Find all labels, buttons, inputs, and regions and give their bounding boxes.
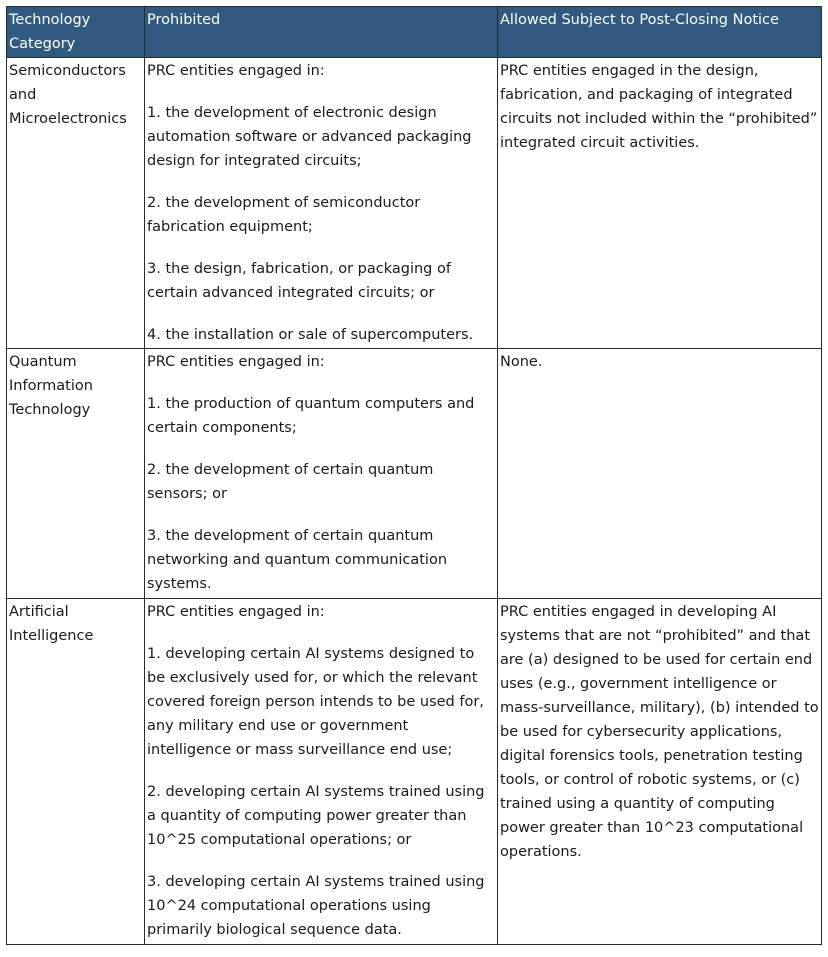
- category-cell: Quantum Information Technology: [7, 349, 145, 599]
- header-technology-category: Technology Category: [7, 7, 145, 58]
- header-allowed: Allowed Subject to Post-Closing Notice: [498, 7, 822, 58]
- prohibited-cell: [145, 58, 498, 349]
- category-cell: Artificial Intelligence: [7, 599, 145, 945]
- prohibited-item: 2. developing certain AI systems trained using a quantity of computing power greater than 10^25 computational operations; or: [147, 784, 485, 848]
- prohibited-item: 2. the development of semiconductor fabrication equipment;: [147, 195, 421, 235]
- category-cell: Semiconductors and Microelectronics: [7, 58, 145, 349]
- prohibited-intro: PRC entities engaged in:: [147, 63, 325, 79]
- prohibited-item: 3. the development of certain quantum networking and quantum communication systems.: [147, 528, 448, 592]
- header-row: [7, 7, 822, 58]
- header-prohibited: Prohibited: [145, 7, 498, 58]
- prohibited-item: 1. the production of quantum computers and certain components;: [147, 396, 475, 436]
- table-row: [7, 349, 822, 599]
- table-row: [7, 599, 822, 945]
- prohibited-item: 3. the design, fabrication, or packaging of certain advanced integrated circuits; or: [147, 261, 451, 301]
- allowed-cell: None.: [498, 349, 822, 599]
- prohibited-item: 1. the development of electronic design automation software or advanced packaging design for integrated circuits;: [147, 105, 472, 169]
- prohibited-item: 2. the development of certain quantum sensors; or: [147, 462, 434, 502]
- prohibited-cell: [145, 349, 498, 599]
- prohibited-cell: [145, 599, 498, 945]
- allowed-cell: PRC entities engaged in developing AI systems that are not “prohibited” and that are (a) designed to be used for certain end uses (e.g., government intelligence or mass-surveillance, military), (b) intended to be used for cybersecurity applications, digital forensics tools, penetration testing tools, or control of robotic systems, or (c) trained using a quantity of computing power greater than 10^23 computational operations.: [498, 599, 822, 945]
- prohibited-item: 3. developing certain AI systems trained using 10^24 computational operations using primarily biological sequence data.: [147, 874, 485, 938]
- table-row: [7, 58, 822, 349]
- prohibited-item: 4. the installation or sale of supercomputers.: [147, 327, 474, 343]
- prohibited-item: 1. developing certain AI systems designed to be exclusively used for, or which the relevant covered foreign person intends to be used for, any military end use or government intelligence or mass surveillance end use;: [147, 646, 484, 758]
- prohibited-intro: PRC entities engaged in:: [147, 354, 325, 370]
- technology-restrictions-table: [6, 6, 822, 945]
- allowed-cell: PRC entities engaged in the design, fabrication, and packaging of integrated circuits not included within the “prohibited” integrated circuit activities.: [498, 58, 822, 349]
- prohibited-intro: PRC entities engaged in:: [147, 604, 325, 620]
